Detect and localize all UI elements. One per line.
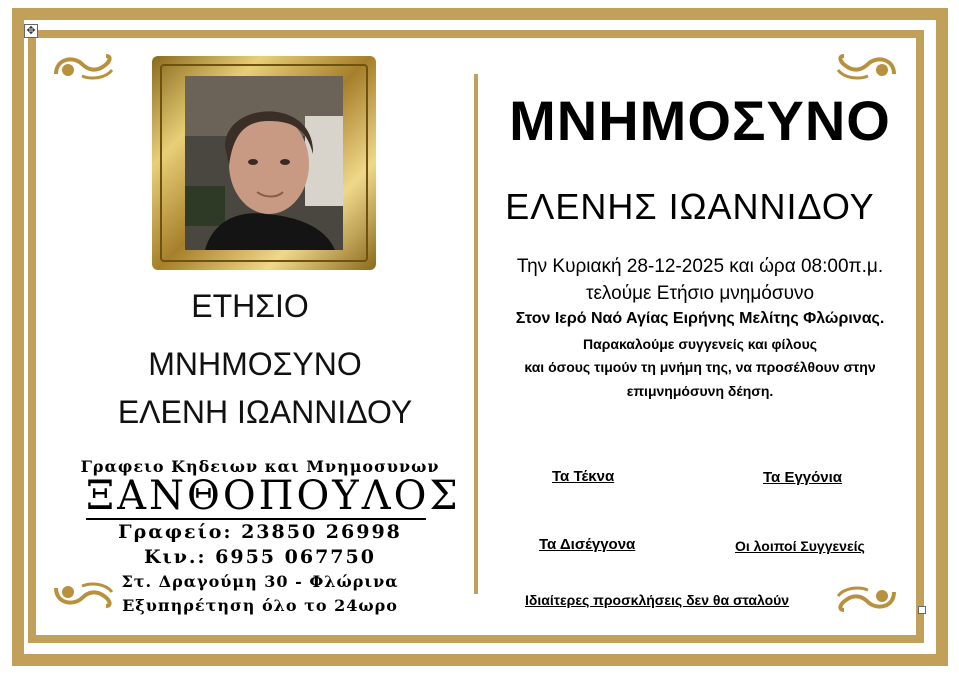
- flourish-bottom-right-icon: [834, 584, 898, 614]
- signature-grandchildren: Τα Εγγόνια: [763, 469, 843, 486]
- funeral-home-address: Στ. Δραγούμη 30 - Φλώρινα: [121, 572, 399, 591]
- invite-line-3: επιμνημόσυνη δέηση.: [626, 383, 774, 399]
- funeral-home-mobile-phone: Κιν.: 6955 067750: [144, 546, 376, 568]
- invite-line-1: Παρακαλούμε συγγενείς και φίλους: [582, 336, 817, 352]
- center-divider: [474, 74, 478, 594]
- funeral-home-service: Εξυπηρέτηση όλο το 24ωρο: [122, 596, 398, 615]
- service-line: τελούμε Ετήσιο μνημόσυνο: [585, 283, 815, 304]
- table-move-handle-icon[interactable]: ✥: [24, 24, 38, 38]
- left-line-memorial: ΜΝΗΜΟΣΥΝΟ: [148, 346, 362, 382]
- signature-other-relatives: Οι λοιποί Συγγενείς: [735, 538, 865, 554]
- deceased-name: ΕΛΕΝΗΣ ΙΩΑΝΝΙΔΟΥ: [505, 186, 875, 227]
- flourish-top-left-icon: [52, 52, 116, 82]
- left-line-name: ΕΛΕΝΗ ΙΩΑΝΝΙΔΟΥ: [117, 394, 413, 430]
- flourish-top-right-icon: [834, 52, 898, 82]
- signature-great-grandchildren: Τα Δισέγγονα: [539, 536, 636, 553]
- invite-line-2: και όσους τιμούν τη μνήμη της, να προσέλθουν στην: [524, 359, 876, 375]
- date-time-line: Την Κυριακή 28-12-2025 και ώρα 08:00π.μ.: [516, 256, 884, 277]
- funeral-home-office-phone: Γραφείο: 23850 26998: [118, 521, 402, 543]
- portrait-image: [185, 76, 343, 250]
- left-line-annual: ΕΤΗΣΙΟ: [191, 288, 309, 324]
- funeral-home-name: ΞΑΝΘΟΠΟΥΛΟΣ: [86, 473, 461, 519]
- photo-frame: [152, 56, 376, 270]
- church-line: Στον Ιερό Ναό Αγίας Ειρήνης Μελίτης Φλώρινας.: [515, 310, 885, 327]
- table-resize-handle[interactable]: [918, 606, 926, 614]
- portrait-photo: [185, 76, 343, 250]
- signature-children: Τα Τέκνα: [552, 468, 615, 485]
- memorial-title: ΜΝΗΜΟΣΥΝΟ: [509, 89, 891, 152]
- no-invitations-note: Ιδιαίτερες προσκλήσεις δεν θα σταλούν: [525, 592, 790, 608]
- funeral-home-heading: Γραφειο Κηδειων και Μνημοσυνων: [80, 457, 440, 476]
